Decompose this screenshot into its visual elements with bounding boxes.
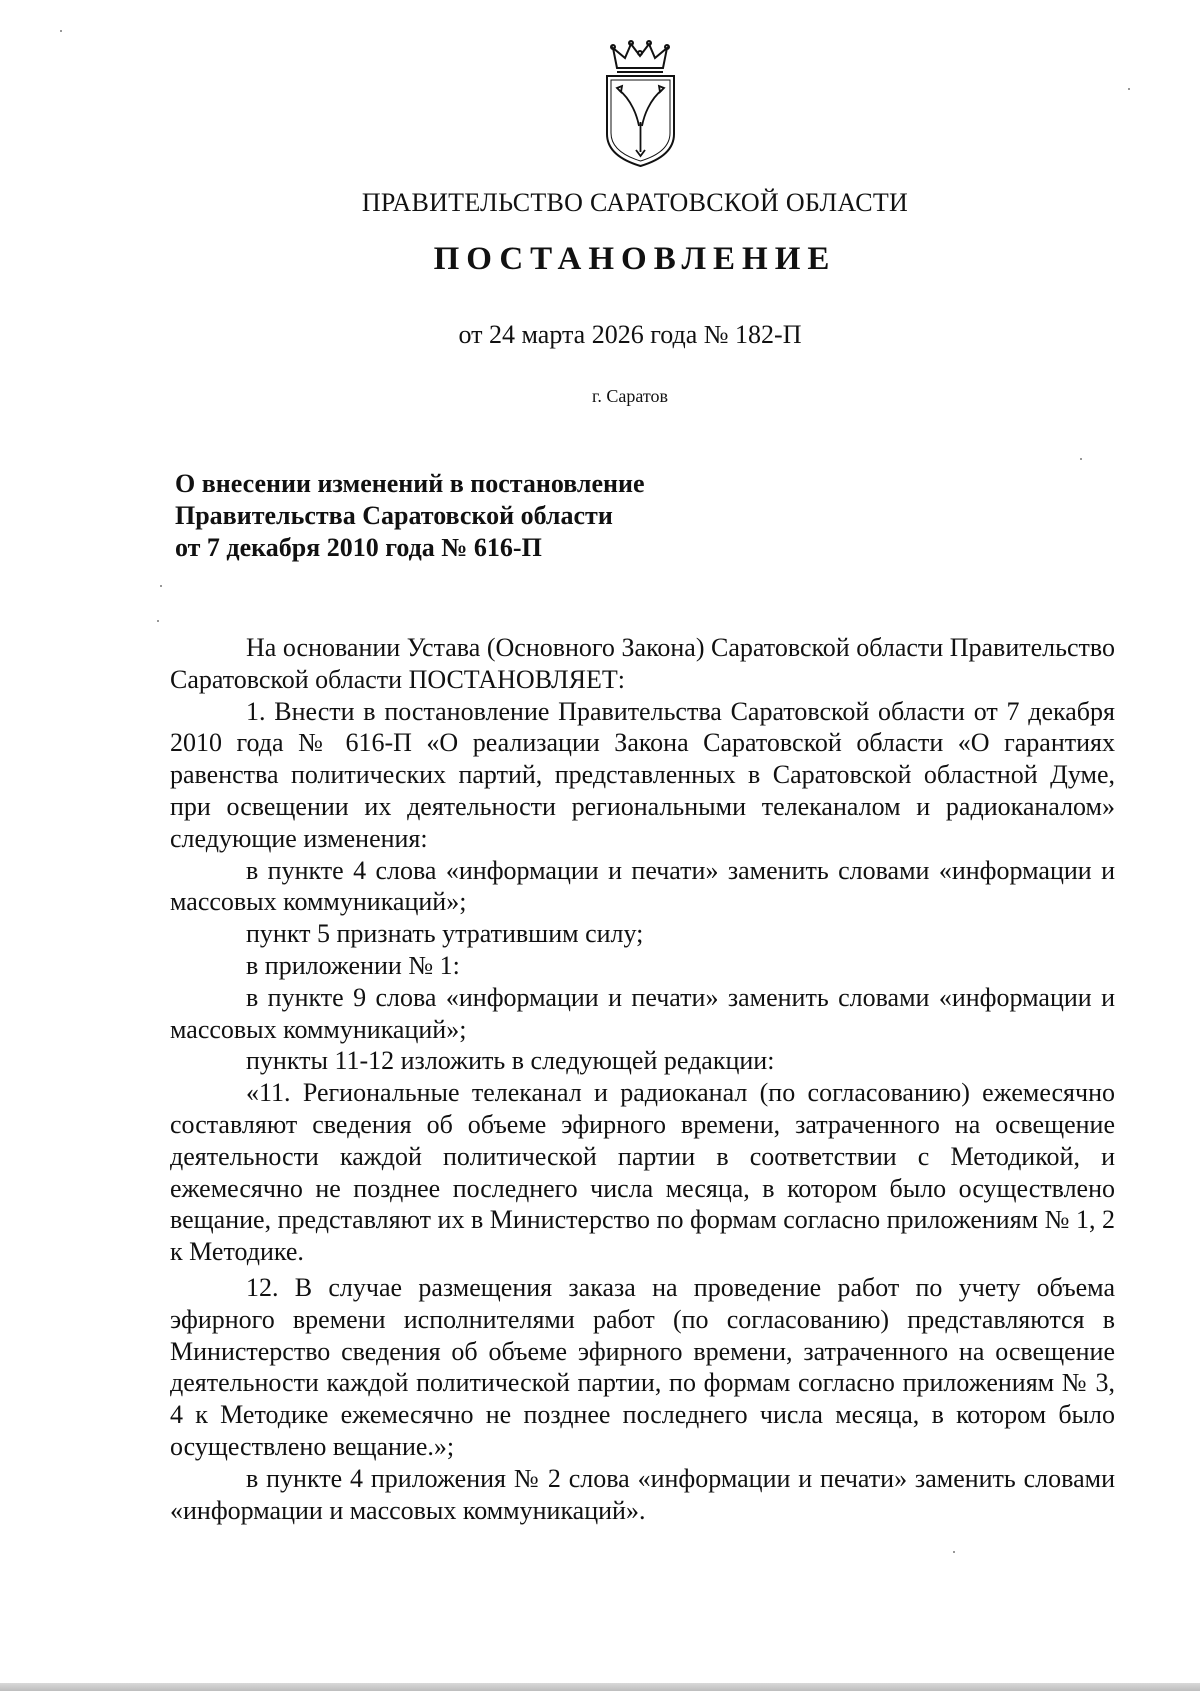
- scan-bottom-edge: [0, 1683, 1200, 1691]
- preamble-paragraph: На основании Устава (Основного Закона) Саратовской области Правительство Саратовской области ПОСТАНОВЛЯЕТ:: [170, 633, 1115, 694]
- document-subject: [175, 468, 795, 564]
- subject-line: О внесении изменений в постановление: [175, 469, 645, 498]
- appendix-1-intro-paragraph: в приложении № 1:: [246, 950, 460, 980]
- saratov-coat-of-arms-icon: [603, 40, 678, 168]
- document-body: [170, 632, 1115, 1526]
- appendix-1-points-11-12-paragraph: пункты 11-12 изложить в следующей редакции:: [246, 1046, 775, 1076]
- change-point-4-paragraph: в пункте 4 слова «информации и печати» заменить словами «информации и массовых коммуникаций»;: [170, 855, 1115, 917]
- change-point-5-paragraph: пункт 5 признать утратившим силу;: [246, 919, 644, 949]
- subject-line: Правительства Саратовской области: [175, 501, 613, 530]
- scan-speck: [157, 620, 159, 622]
- new-point-12-paragraph: 12. В случае размещения заказа на проведение работ по учету объема эфирного времени исполнителями работ (по согласованию) представляются в Министерство сведения об объеме эфирного времени, затраченного на освещение деятельности каждой политической партии, по формам согласно приложениям № 3, 4 к Методике ежемесячно не позднее последнего числа месяца, в котором было осуществлено вещание.»;: [170, 1272, 1115, 1461]
- scan-speck: [160, 585, 162, 587]
- scan-speck: [953, 1551, 955, 1553]
- government-name: ПРАВИТЕЛЬСТВО САРАТОВСКОЙ ОБЛАСТИ: [361, 188, 909, 217]
- scan-speck: [1128, 88, 1130, 90]
- item-1-paragraph: 1. Внести в постановление Правительства Саратовской области от 7 декабря 2010 года № 616-П «О реализации Закона Саратовской области «О гарантиях равенства политических партий, представленных в Саратовской областной Думе, при освещении их деятельности региональными телеканалом и радиоканалом» следующие изменения:: [170, 696, 1115, 853]
- subject-line: от 7 декабря 2010 года № 616-П: [175, 533, 542, 562]
- document-date-number: от 24 марта 2026 года № 182-П: [458, 320, 802, 349]
- scan-speck: [1080, 458, 1082, 460]
- appendix-2-point-4-paragraph: в пункте 4 приложения № 2 слова «информации и печати» заменить словами «информации и массовых коммуникаций».: [170, 1463, 1115, 1525]
- document-type: ПОСТАНОВЛЕНИЕ: [433, 241, 837, 277]
- appendix-1-point-9-paragraph: в пункте 9 слова «информации и печати» заменить словами «информации и массовых коммуникаций»;: [170, 982, 1115, 1044]
- document-city: г. Саратов: [592, 386, 668, 406]
- new-point-11-paragraph: «11. Региональные телеканал и радиоканал (по согласованию) ежемесячно составляют сведения об объеме эфирного времени, затраченного на освещение деятельности каждой политической партии в соответствии с Методикой, и ежемесячно не позднее последнего числа месяца, в котором было осуществлено вещание, представляют их в Министерство по формам согласно приложениям № 1, 2 к Методике.: [170, 1078, 1115, 1267]
- scan-speck: [60, 30, 62, 32]
